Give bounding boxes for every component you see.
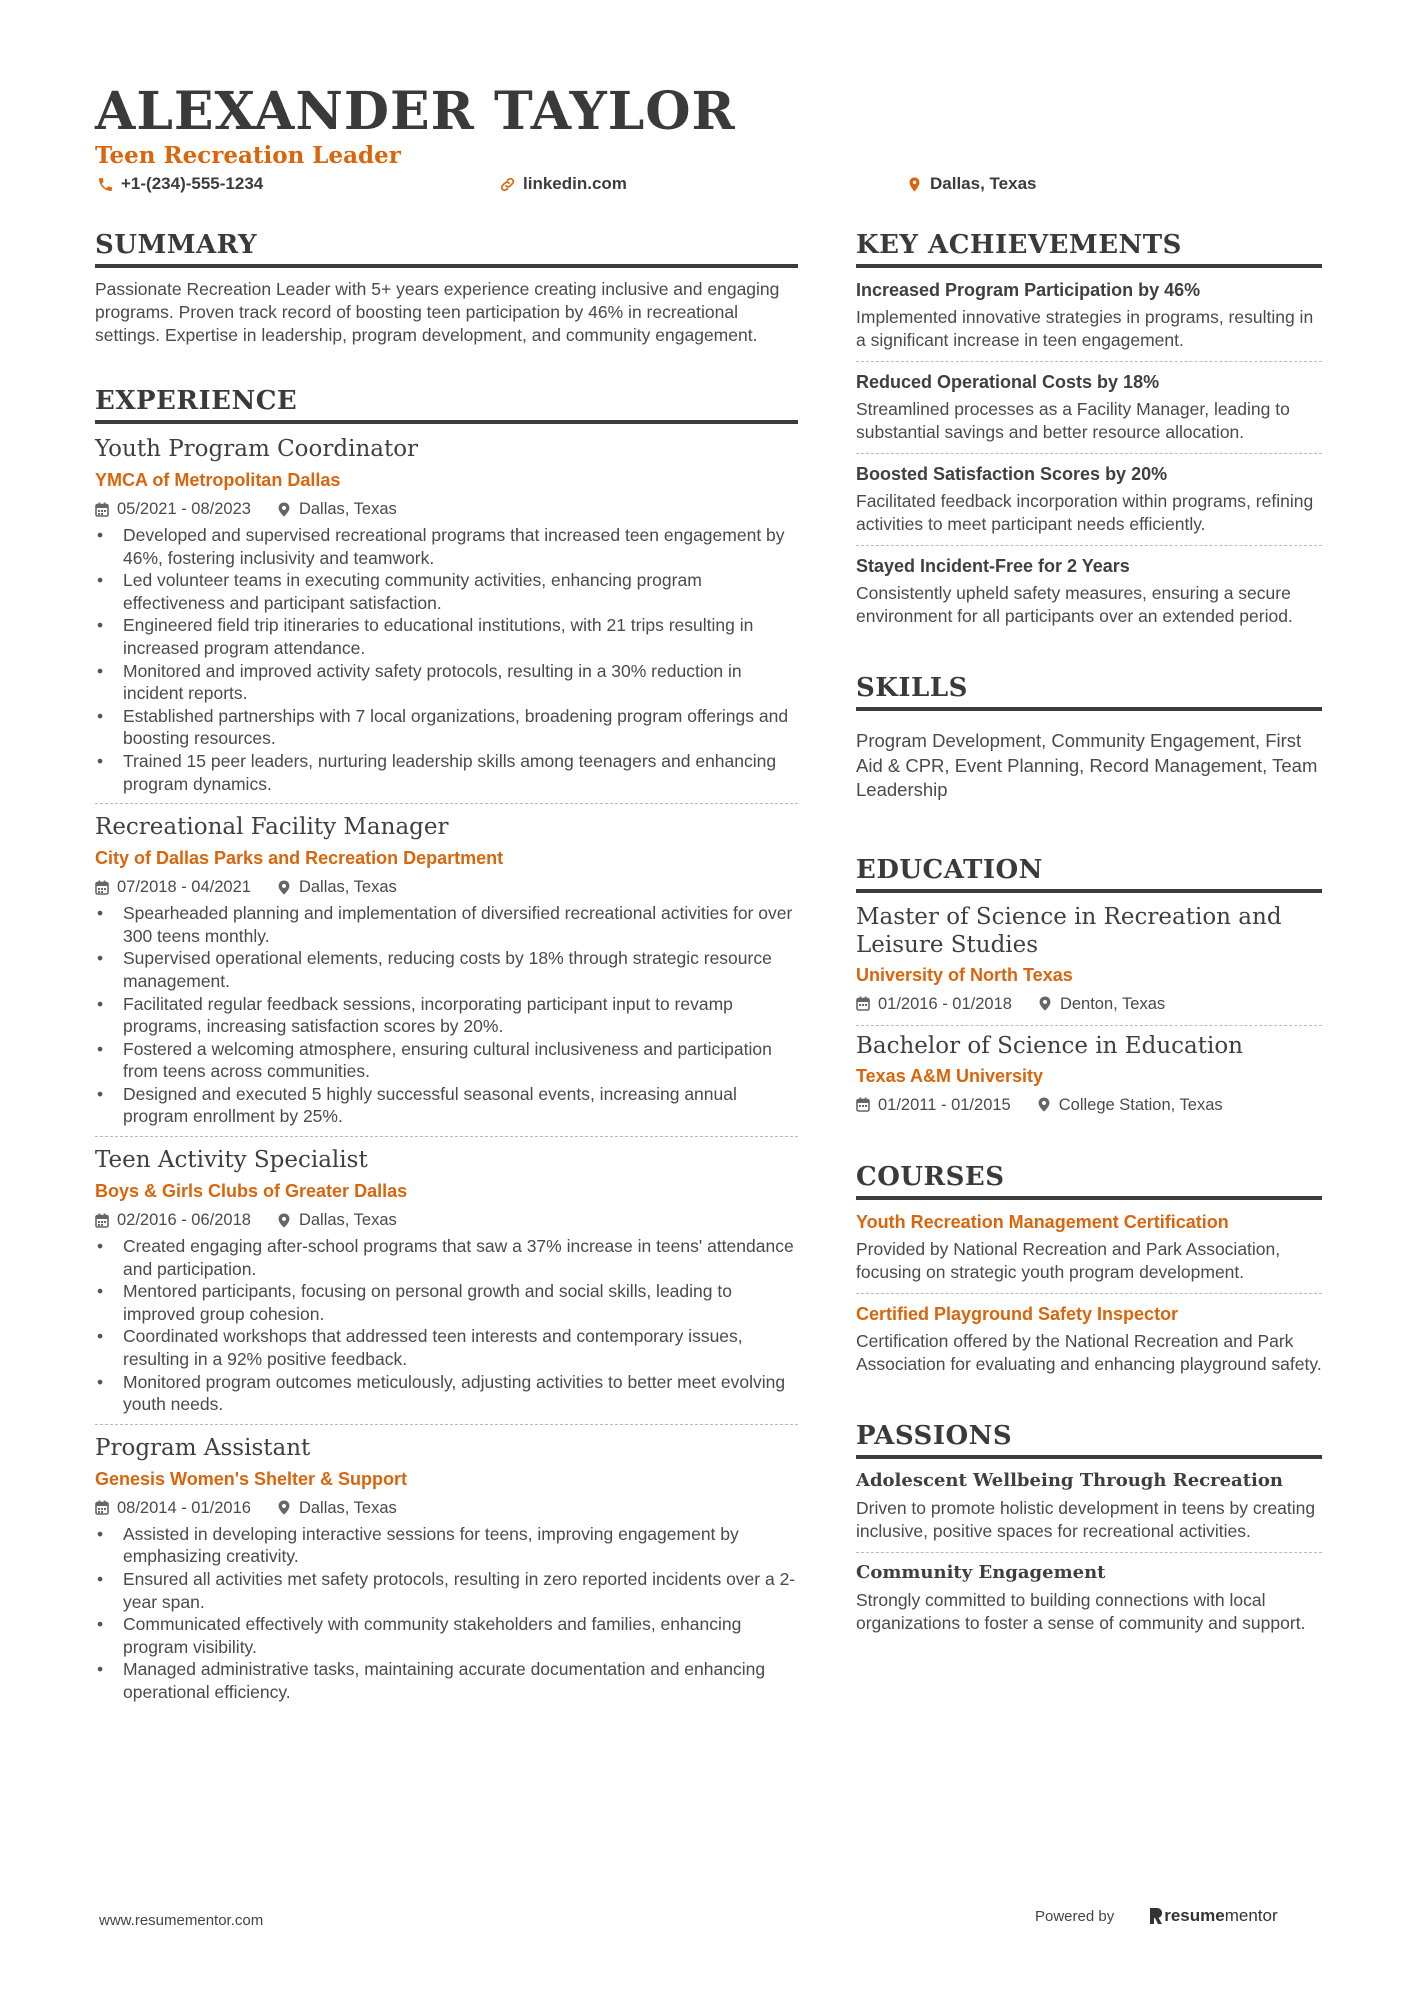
achievement-item xyxy=(856,546,1322,637)
footer-powered xyxy=(1035,1906,1278,1926)
job-bullet: • Engineered field trip itineraries to educational institutions, with 21 trips resulting in increased program attendance. xyxy=(95,614,798,659)
contact-linkedin[interactable] xyxy=(499,174,627,194)
job-bullet: • Communicated effectively with community stakeholders and families, enhancing program visibility. xyxy=(95,1613,798,1658)
job-title: Program Assistant xyxy=(95,1434,311,1461)
job-bullet: • Created engaging after-school programs that saw a 37% increase in teens' attendance and participation. xyxy=(95,1235,798,1280)
calendar-icon xyxy=(95,880,109,895)
achievement-item xyxy=(856,454,1322,546)
education-location: College Station, Texas xyxy=(1058,1095,1223,1114)
course-desc: Certification offered by the National Recreation and Park Association for evaluating and enhancing playground safety. xyxy=(856,1330,1322,1374)
passion-item xyxy=(856,1553,1322,1644)
job-title: Teen Activity Specialist xyxy=(95,1147,368,1174)
passion-desc: Strongly committed to building connections with local organizations to foster a sense of community and support. xyxy=(856,1589,1306,1633)
education-item xyxy=(856,903,1322,1026)
job-dates: 08/2014 - 01/2016 xyxy=(117,1498,251,1517)
job-location: Dallas, Texas xyxy=(298,878,397,897)
job-bullet: • Coordinated workshops that addressed teen interests and contemporary issues, resulting in a 92% positive feedback. xyxy=(95,1325,798,1370)
footer-website[interactable]: www.resumementor.com xyxy=(99,1912,264,1929)
job-company: YMCA of Metropolitan Dallas xyxy=(95,470,341,490)
job-bullet: • Led volunteer teams in executing community activities, enhancing program effectiveness and participant satisfaction. xyxy=(95,569,798,614)
location-pin-icon xyxy=(277,1213,291,1228)
achievements-heading: KEY ACHIEVEMENTS xyxy=(856,228,1322,268)
link-icon xyxy=(499,176,516,193)
job-entry xyxy=(95,812,798,1137)
location-text: Dallas, Texas xyxy=(930,174,1037,193)
contact-location xyxy=(906,174,1036,194)
courses-heading: COURSES xyxy=(856,1160,1322,1200)
job-company: Genesis Women's Shelter & Support xyxy=(95,1468,408,1489)
job-title: Youth Program Coordinator xyxy=(95,436,419,462)
achievement-title: Increased Program Participation by 46% xyxy=(856,280,1201,300)
achievement-title: Stayed Incident-Free for 2 Years xyxy=(856,556,1130,576)
job-bullet: • Established partnerships with 7 local organizations, broadening program offerings and boosting resources. xyxy=(95,705,798,750)
candidate-name: ALEXANDER TAYLOR xyxy=(95,81,736,142)
education-list xyxy=(856,903,1322,1126)
job-bullet: • Developed and supervised recreational programs that increased teen engagement by 46%, fostering inclusivity and teamwork. xyxy=(95,524,798,569)
job-meta xyxy=(95,1497,798,1519)
achievement-desc: Streamlined processes as a Facility Manager, leading to substantial savings and better resource allocation. xyxy=(856,399,1290,442)
achievement-title: Boosted Satisfaction Scores by 20% xyxy=(856,464,1168,484)
job-bullet: • Fostered a welcoming atmosphere, ensuring cultural inclusiveness and participation from teens across communities. xyxy=(95,1038,798,1083)
job-location: Dallas, Texas xyxy=(298,1498,397,1517)
job-title: Recreational Facility Manager xyxy=(95,814,449,841)
job-bullet: • Designed and executed 5 highly successful seasonal events, increasing annual program enrollment by 25%. xyxy=(95,1083,798,1128)
powered-by-label: Powered by xyxy=(1035,1907,1115,1925)
achievement-desc: Implemented innovative strategies in programs, resulting in a significant increase in teen engagement. xyxy=(856,307,1314,350)
achievement-desc: Facilitated feedback incorporation within programs, refining activities to meet participant needs efficiently. xyxy=(856,491,1314,534)
location-pin-icon xyxy=(1037,1097,1051,1112)
job-bullet: • Supervised operational elements, reducing costs by 18% through strategic resource management. xyxy=(95,947,798,992)
job-bullet: • Spearheaded planning and implementation of diversified recreational activities for over 300 teens monthly. xyxy=(95,902,798,947)
achievement-item xyxy=(856,362,1322,454)
candidate-title: Teen Recreation Leader xyxy=(95,142,401,169)
calendar-icon xyxy=(95,502,109,517)
job-bullet: • Assisted in developing interactive sessions for teens, improving engagement by emphasizing creativity. xyxy=(95,1523,798,1568)
education-degree: Bachelor of Science in Education xyxy=(856,1032,1243,1059)
education-meta xyxy=(856,993,1322,1015)
job-bullet: • Monitored program outcomes meticulously, adjusting activities to better meet evolving youth needs. xyxy=(95,1371,798,1416)
left-column xyxy=(95,228,798,1720)
job-dates: 02/2016 - 06/2018 xyxy=(117,1211,251,1230)
job-dates: 07/2018 - 04/2021 xyxy=(117,878,251,897)
experience-list xyxy=(95,434,798,1712)
passion-item xyxy=(856,1461,1322,1553)
phone-icon xyxy=(97,176,114,193)
skills-text: Program Development, Community Engagement, First Aid & CPR, Event Planning, Record Management, Team Leadership xyxy=(856,730,1318,800)
job-bullets xyxy=(95,1235,798,1416)
course-desc: Provided by National Recreation and Park Association, focusing on strategic youth program development. xyxy=(856,1238,1281,1282)
location-pin-icon xyxy=(277,1500,291,1515)
education-dates: 01/2011 - 01/2015 xyxy=(878,1095,1011,1114)
course-item xyxy=(856,1294,1322,1385)
location-pin-icon xyxy=(1038,996,1052,1011)
education-heading: EDUCATION xyxy=(856,853,1322,893)
job-bullet: • Facilitated regular feedback sessions, incorporating participant input to revamp programs, increasing satisfaction scores by 20%. xyxy=(95,993,798,1038)
calendar-icon xyxy=(95,1500,109,1515)
job-bullet: • Trained 15 peer leaders, nurturing leadership skills among teenagers and enhancing program dynamics. xyxy=(95,750,798,795)
achievement-desc: Consistently upheld safety measures, ensuring a secure environment for all participants over an extended period. xyxy=(856,583,1293,626)
education-item xyxy=(856,1032,1322,1126)
location-pin-icon xyxy=(906,176,923,193)
job-bullets xyxy=(95,902,798,1128)
education-meta xyxy=(856,1094,1322,1116)
education-school: Texas A&M University xyxy=(856,1065,1044,1086)
summary-text: Passionate Recreation Leader with 5+ years experience creating inclusive and engaging programs. Proven track record of boosting teen participation by 46% in recreational settings. Expertise in leadership, program development, and community engagement. xyxy=(95,279,780,345)
job-entry xyxy=(95,1433,798,1712)
course-title: Certified Playground Safety Inspector xyxy=(856,1303,1179,1324)
job-meta xyxy=(95,876,798,898)
passions-heading: PASSIONS xyxy=(856,1419,1322,1459)
job-meta xyxy=(95,498,798,520)
linkedin-text[interactable]: linkedin.com xyxy=(523,174,627,193)
job-company: City of Dallas Parks and Recreation Department xyxy=(95,848,504,869)
achievement-title: Reduced Operational Costs by 18% xyxy=(856,372,1160,392)
job-entry xyxy=(95,434,798,804)
calendar-icon xyxy=(856,996,870,1011)
job-location: Dallas, Texas xyxy=(298,1211,397,1230)
passions-list xyxy=(856,1461,1322,1644)
summary-heading: SUMMARY xyxy=(95,228,798,268)
course-item xyxy=(856,1202,1322,1294)
phone-text: +1-(234)-555-1234 xyxy=(121,174,264,193)
calendar-icon xyxy=(95,1213,109,1228)
achievement-item xyxy=(856,270,1322,362)
brand-bold: resume xyxy=(1164,1906,1225,1925)
courses-list xyxy=(856,1202,1322,1385)
brand-logo[interactable] xyxy=(1148,1906,1277,1926)
course-title: Youth Recreation Management Certification xyxy=(856,1211,1229,1232)
education-location: Denton, Texas xyxy=(1059,994,1166,1013)
passion-title: Community Engagement xyxy=(856,1561,1106,1583)
job-entry xyxy=(95,1145,798,1425)
education-dates: 01/2016 - 01/2018 xyxy=(878,994,1012,1013)
skills-heading: SKILLS xyxy=(856,671,1322,711)
brand-light: mentor xyxy=(1224,1906,1278,1925)
job-bullet: • Monitored and improved activity safety protocols, resulting in a 30% reduction in incident reports. xyxy=(95,660,798,705)
job-bullets xyxy=(95,1523,798,1704)
job-bullets xyxy=(95,524,798,795)
contact-phone xyxy=(97,174,263,194)
passion-title: Adolescent Wellbeing Through Recreation xyxy=(856,1469,1283,1491)
achievements-list xyxy=(856,270,1322,637)
job-bullet: • Managed administrative tasks, maintaining accurate documentation and enhancing operational efficiency. xyxy=(95,1658,798,1703)
job-meta xyxy=(95,1209,798,1231)
job-location: Dallas, Texas xyxy=(298,500,397,518)
resumementor-logo-icon xyxy=(1148,1906,1164,1926)
calendar-icon xyxy=(856,1097,870,1112)
job-bullet: • Mentored participants, focusing on personal growth and social skills, leading to improved group cohesion. xyxy=(95,1280,798,1325)
education-school: University of North Texas xyxy=(856,964,1073,985)
location-pin-icon xyxy=(277,880,291,895)
job-company: Boys & Girls Clubs of Greater Dallas xyxy=(95,1181,408,1202)
right-column xyxy=(856,228,1322,1644)
experience-heading: EXPERIENCE xyxy=(95,384,798,424)
education-degree: Master of Science in Recreation and Leisure Studies xyxy=(856,903,1282,958)
job-dates: 05/2021 - 08/2023 xyxy=(117,500,251,518)
passion-desc: Driven to promote holistic development in teens by creating inclusive, positive spaces for recreational activities. xyxy=(856,1497,1316,1541)
job-bullet: • Ensured all activities met safety protocols, resulting in zero reported incidents over a 2-year span. xyxy=(95,1568,798,1613)
location-pin-icon xyxy=(277,502,291,517)
